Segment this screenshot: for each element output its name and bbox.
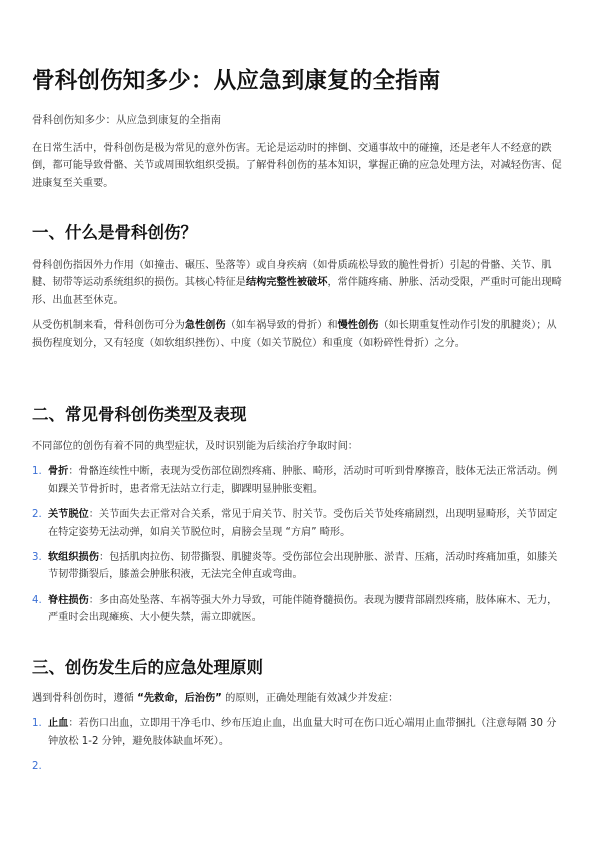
list-item: [32, 758, 564, 775]
list-number: 1.: [32, 466, 42, 478]
list-number: 2.: [32, 761, 42, 773]
item-label: 软组织损伤: [48, 552, 99, 564]
list-item: [32, 506, 564, 541]
section-1-heading: 一、什么是骨科创伤？: [32, 223, 197, 242]
page-subtitle: 骨科创伤知多少：从应急到康复的全指南: [32, 114, 221, 126]
item-text: ：若伤口出血，立即用干净毛巾、纱布压迫止血，出血量大时可在伤口近心端用止血带捆扎（注意每隔 30 分钟放松 1-2 分钟，避免肢体缺血坏死）。: [48, 718, 557, 747]
list-number: 4.: [32, 594, 42, 606]
section-3-heading: 三、创伤发生后的应急处理原则: [32, 658, 263, 677]
emphasis-principle: “先救命，后治伤”: [137, 693, 222, 704]
list-number: 1.: [32, 718, 42, 730]
section-3-list: [32, 715, 564, 775]
page-title: 骨科创伤知多少：从应急到康复的全指南: [32, 68, 441, 94]
section-1-paragraph-1: 骨科创伤指因外力作用（如撞击、碾压、坠落等）或自身疾病（如骨质疏松导致的脆性骨折）引起的骨骼、关节、肌腱、韧带等运动系统组织的损伤。其核心特征是结构完整性被破坏，常伴随疼痛、肿胀、活动受限，严重时可能出现畸形、出血甚至休克。: [32, 260, 562, 306]
emphasis-structure: 结构完整性被破坏: [245, 277, 328, 289]
list-item: [32, 715, 564, 750]
section-2-heading: 二、常见骨科创伤类型及表现: [32, 405, 247, 424]
item-text: ：包括肌肉拉伤、韧带撕裂、肌腱炎等。受伤部位会出现肿胀、淤青、压痛，活动时疼痛加重，如膝关节韧带撕裂后，膝盖会肿胀积液，无法完全伸直或弯曲。: [48, 552, 558, 581]
list-item: [32, 463, 564, 498]
section-2-list: [32, 463, 564, 626]
item-text: ：骨骼连续性中断，表现为受伤部位剧烈疼痛、肿胀、畸形，活动时可听到骨摩擦音，肢体无法正常活动。例如踝关节骨折时，患者常无法站立行走，脚踝明显肿胀变粗。: [48, 466, 558, 495]
section-3-lead: 遇到骨科创伤时，遵循 “先救命，后治伤” 的原则，正确处理能有效减少并发症：: [32, 693, 399, 704]
item-label: 脊柱损伤: [48, 594, 89, 606]
item-label: 关节脱位: [48, 509, 89, 521]
item-text: ：多由高处坠落、车祸等强大外力导致，可能伴随脊髓损伤。表现为腰背部剧烈疼痛，肢体麻木、无力，严重时会出现瘫痪、大小便失禁，需立即就医。: [48, 594, 558, 624]
list-item: [32, 592, 564, 627]
intro-block: [32, 140, 564, 192]
emphasis-chronic: 慢性创伤: [337, 320, 379, 332]
section-2-lead: 不同部位的创伤有着不同的典型症状，及时识别能为后续治疗争取时间：: [32, 441, 358, 452]
section-2-block: [32, 438, 564, 627]
list-item: [32, 549, 564, 584]
item-text: ：关节面失去正常对合关系，常见于肩关节、肘关节。受伤后关节处疼痛剧烈，出现明显畸形，关节固定在特定姿势无法动弹，如肩关节脱位时，肩膀会呈现 “方肩” 畸形。: [48, 509, 558, 538]
list-number: 2.: [32, 509, 42, 521]
section-3-block: [32, 690, 564, 776]
intro-paragraph: 在日常生活中，骨科创伤是极为常见的意外伤害。无论是运动时的摔倒、交通事故中的碰撞，还是老年人不经意的跌倒，都可能导致骨骼、关节或周围软组织受损。了解骨科创伤的基本知识，掌握正确的应急处理方法，对减轻伤害、促进康复至关重要。: [32, 143, 562, 189]
section-1-block: [32, 257, 564, 352]
item-label: 骨折: [48, 466, 69, 478]
emphasis-acute: 急性创伤: [184, 320, 226, 332]
item-label: 止血: [48, 718, 69, 730]
list-number: 3.: [32, 552, 42, 564]
section-1-paragraph-2: 从受伤机制来看，骨科创伤可分为急性创伤（如车祸导致的骨折）和慢性创伤（如长期重复性动作引发的肌腱炎）；从损伤程度划分，又有轻度（如软组织挫伤）、中度（如关节脱位）和重度（如粉碎性骨折）之分。: [32, 320, 557, 349]
